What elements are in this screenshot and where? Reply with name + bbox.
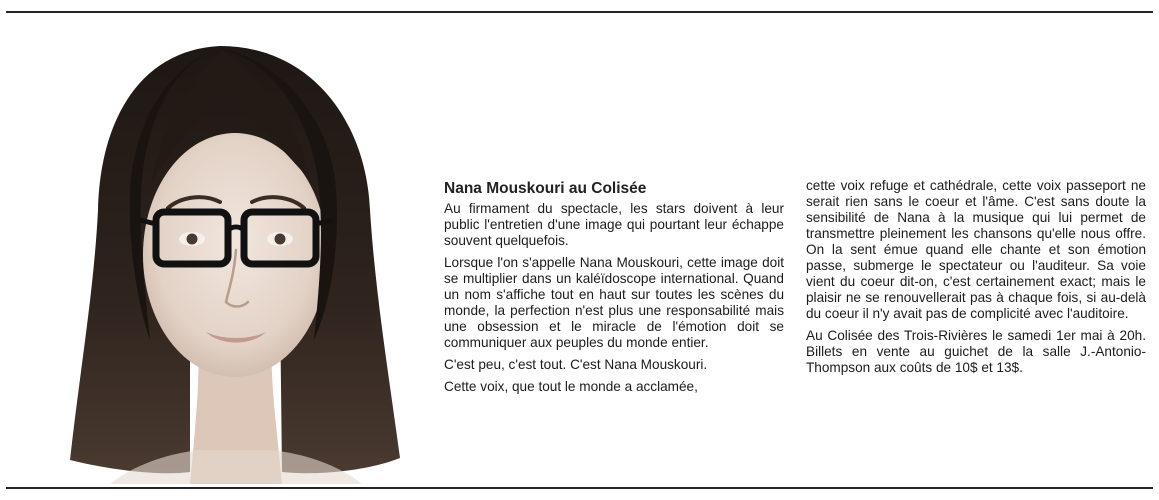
article-column-right — [806, 178, 1146, 382]
bottom-rule — [6, 487, 1153, 489]
paragraph: Cette voix, que tout le monde a acclamée, — [444, 379, 698, 394]
top-rule — [6, 11, 1153, 13]
paragraph: Au firmament du spectacle, les stars doivent à leur public l'entretien d'une image qui pourtant leur échappe souvent quelquefois. — [444, 201, 784, 248]
event-info-paragraph: Au Colisée des Trois-Rivières le samedi 1er mai à 20h. Billets en vente au guichet de la salle J.-Antonio-Thompson aux coûts de 10$ et 13$. — [806, 328, 1146, 375]
article-column-left — [444, 178, 784, 401]
paragraph: C'est peu, c'est tout. C'est Nana Mouskouri. — [444, 357, 708, 372]
article-headline: Nana Mouskouri au Colisée — [444, 180, 647, 197]
paragraph: cette voix refuge et cathédrale, cette voix passeport ne serait rien sans le coeur et l'âme. C'est sans doute la sensibilité de Nana à la musique qui lui permet de transmettre pleinement les chansons qu'elle nous offre. On la sent émue quand elle chante et son émotion passe, submerge le spectateur ou l'auditeur. Sa voie vient du coeur dit-on, c'est certainement exact; mais le plaisir ne se renouvellerait pas à chaque fois, si au-delà du coeur il n'y avait pas de complicité avec l'auditoire. — [806, 178, 1146, 321]
article — [444, 178, 1150, 483]
portrait-photo-icon — [70, 40, 400, 484]
paragraph: Lorsque l'on s'appelle Nana Mouskouri, cette image doit se multiplier dans un kaléïdoscope international. Quand un nom s'affiche tout en haut sur toutes les scènes du monde, la perfection n'est plus une responsabilité mais une obsession et le miracle de l'émotion doit se communiquer aux peuples du monde entier. — [444, 255, 784, 350]
